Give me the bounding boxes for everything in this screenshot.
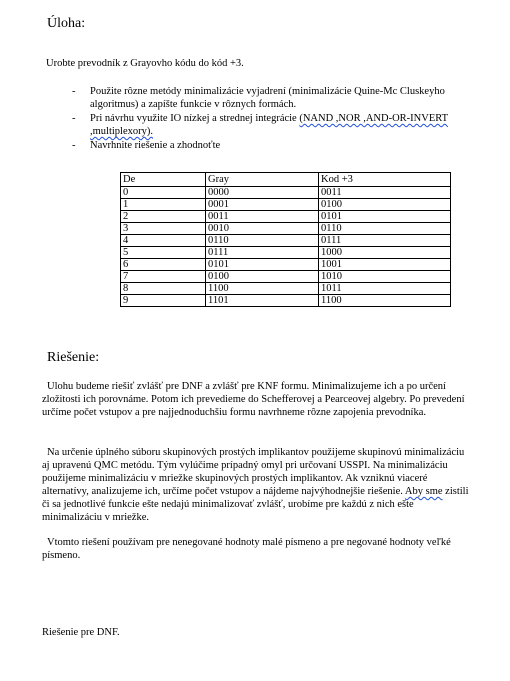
column-header: De	[121, 173, 206, 187]
table-cell: 1011	[319, 283, 451, 295]
paragraph-approach: Ulohu budeme riešiť zvlášť pre DNF a zvlášť pre KNF formu. Minimalizujeme ich a po určení zložitosti ich porovnáme. Potom ich prevedieme do Schefferovej a Pearceovej algebry. Po prevedení určíme počet vstupov a pre najjednoduchšiu formu navrhneme rôzne zapojenia prevodníka.	[42, 381, 465, 418]
bullet-gates-text: (NAND ,NOR ,AND-OR-INVERT ,multiplexory).	[90, 113, 449, 137]
table-cell: 0011	[206, 211, 319, 223]
task-statement: Urobte prevodník z Grayovho kódu do kód +3.	[46, 58, 244, 69]
table-cell: 6	[121, 259, 206, 271]
table-cell: 1100	[206, 283, 319, 295]
table-row	[121, 187, 451, 199]
list-item	[72, 112, 462, 138]
table-row	[121, 247, 451, 259]
table-row	[121, 211, 451, 223]
section-footer: Riešenie pre DNF.	[42, 627, 120, 638]
column-header: Kod +3	[319, 173, 451, 187]
paragraph-method-text-end: zistili či sa jednotlivé funkcie ešte nedajú minimalizovať zvlášť, urobíme pre každú z nich ešte minimalizáciu v mriežke.	[42, 486, 469, 523]
table-row	[121, 295, 451, 307]
bullet-text: Pri návrhu využite IO nízkej a strednej integrácie	[90, 113, 297, 124]
table-cell: 1	[121, 199, 206, 211]
table-cell: 1001	[319, 259, 451, 271]
table-cell: 1101	[206, 295, 319, 307]
bullet-text: Použite rôzne metódy minimalizácie vyjadrení (minimalizácie Quine-Mc Cluskeyho algoritmus) a zapíšte funkcie v rôznych formách.	[90, 86, 445, 110]
table-cell: 5	[121, 247, 206, 259]
paragraph-method-text: Na určenie úplného súboru skupinových prostých implikantov použijeme skupinovú minimalizáciu aj upravenú QMC metódu. Tým vylúčime prípadný omyl pri určovaní USSPI. Na minimalizáciu použijeme minimalizáciu v mriežke skupinových prostých implikantov. Ak vzniknú viaceré alternatívy, analizujeme ich, určíme počet vstupov a nájdeme najvýhodnejšie riešenie.	[42, 447, 465, 497]
table-cell: 0000	[206, 187, 319, 199]
table-row	[121, 271, 451, 283]
table-row	[121, 199, 451, 211]
table-cell: 0111	[319, 235, 451, 247]
table-cell: 0110	[319, 223, 451, 235]
table-cell: 1100	[319, 295, 451, 307]
list-item	[72, 139, 462, 152]
bullet-dash-icon: -	[72, 86, 76, 97]
table-cell: 8	[121, 283, 206, 295]
solution-heading: Riešenie:	[47, 350, 100, 365]
requirements-list	[72, 85, 462, 153]
table-cell: 0100	[206, 271, 319, 283]
table-cell: 9	[121, 295, 206, 307]
table-cell: 0110	[206, 235, 319, 247]
table-cell: 2	[121, 211, 206, 223]
paragraph-notation: Vtomto riešení používam pre nenegované hodnoty malé písmeno a pre negované hodnoty veľké písmeno.	[42, 537, 451, 561]
table-cell: 0101	[206, 259, 319, 271]
table-cell: 0101	[319, 211, 451, 223]
table-cell: 0100	[319, 199, 451, 211]
table-cell: 0	[121, 187, 206, 199]
table-cell: 0111	[206, 247, 319, 259]
table-cell: 0010	[206, 223, 319, 235]
table-cell: 1010	[319, 271, 451, 283]
table-row	[121, 223, 451, 235]
table-cell: 1000	[319, 247, 451, 259]
table-row	[121, 235, 451, 247]
table-cell: 7	[121, 271, 206, 283]
column-header: Gray	[206, 173, 319, 187]
table-cell: 0001	[206, 199, 319, 211]
conversion-table	[120, 172, 451, 307]
table-row	[121, 259, 451, 271]
page-title: Úloha:	[47, 16, 86, 31]
paragraph-method	[42, 446, 472, 524]
table-header-row	[121, 173, 451, 187]
bullet-text: Navrhnite riešenie a zhodnoťte	[90, 140, 221, 151]
paragraph-method-squiggle: Aby sme	[404, 486, 443, 497]
table-cell: 0011	[319, 187, 451, 199]
table-cell: 4	[121, 235, 206, 247]
table-row	[121, 283, 451, 295]
bullet-dash-icon: -	[72, 113, 76, 124]
list-item	[72, 85, 462, 111]
table-cell: 3	[121, 223, 206, 235]
bullet-dash-icon: -	[72, 140, 76, 151]
